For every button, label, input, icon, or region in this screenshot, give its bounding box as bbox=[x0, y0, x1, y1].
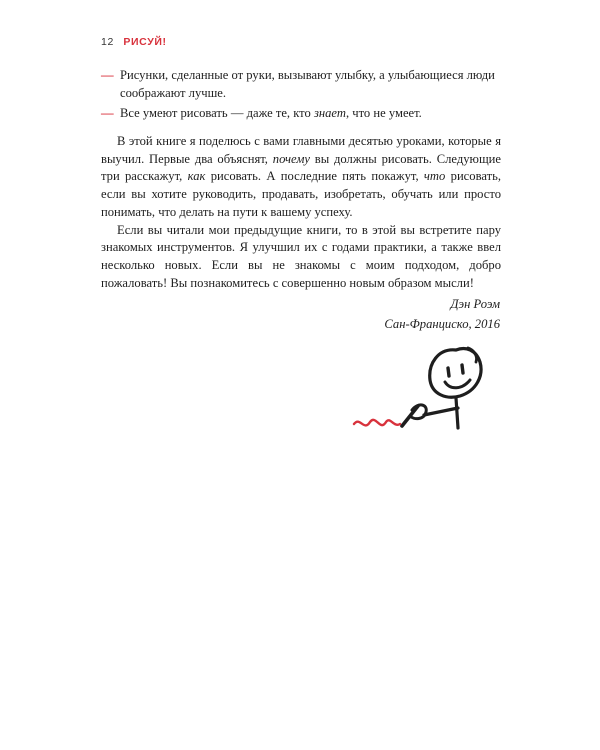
dash-icon: — bbox=[101, 68, 114, 82]
page-number: 12 bbox=[101, 36, 114, 48]
running-title: РИСУЙ! bbox=[123, 36, 167, 48]
place-date: Сан-Франциско, 2016 bbox=[384, 317, 500, 331]
dash-icon: — bbox=[101, 106, 114, 120]
bullet-text: Все умеют рисовать — даже те, кто знает, что не умеет. bbox=[120, 106, 422, 120]
bullet-item bbox=[101, 105, 511, 123]
signature bbox=[384, 294, 500, 334]
bullet-item bbox=[101, 67, 511, 102]
emphasis: знает bbox=[313, 106, 346, 120]
bullet-list bbox=[101, 67, 511, 126]
page-header bbox=[101, 36, 167, 48]
body-text bbox=[101, 133, 501, 292]
bullet-text: Рисунки, сделанные от руки, вызывают улыбку, а улыбающиеся люди соображают лучше. bbox=[120, 68, 495, 100]
emphasis: почему bbox=[272, 151, 310, 166]
emphasis: что bbox=[423, 169, 446, 184]
stick-figure-drawing-icon bbox=[348, 336, 508, 446]
paragraph: В этой книге я поделюсь с вами главными десятью уроками, которые я выучил. Первые два объяснят, почему вы должны рисовать. Следующие три расскажут, как рисовать. А последние пять покажут, что рисовать, если вы хотите руководить, продавать, изобретать, обучать или просто понимать, что делать на пути к вашему успеху. bbox=[101, 134, 502, 219]
author-name: Дэн Роэм bbox=[450, 297, 500, 311]
emphasis: как bbox=[187, 169, 206, 184]
paragraph: Если вы читали мои предыдущие книги, то в этой вы встретите пару знакомых инструментов. Я улучшил их с годами практики, а также ввел несколько новых. Если вы не знакомы с моим подходом, добро пожаловать! Вы познакомитесь с совершенно новым образом мысли! bbox=[101, 222, 501, 290]
